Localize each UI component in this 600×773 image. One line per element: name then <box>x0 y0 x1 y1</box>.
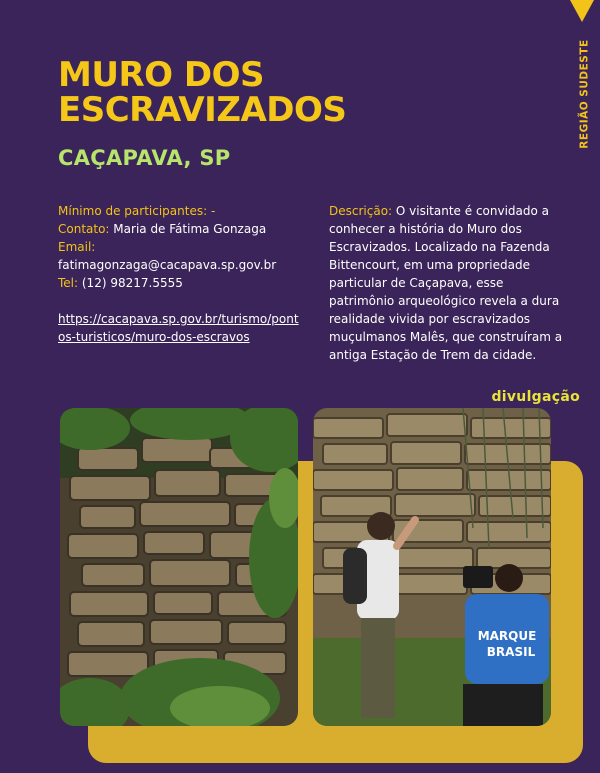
description-label: Descrição: <box>329 204 393 218</box>
min-participants-line <box>58 202 308 220</box>
contact-line <box>58 220 308 238</box>
photo-credit: divulgação <box>491 389 580 405</box>
tourism-link[interactable]: https://cacapava.sp.gov.br/turismo/pontos-turisticos/muro-dos-escravos <box>58 312 299 344</box>
email-label: Email: <box>58 240 96 254</box>
corner-triangle-icon <box>570 0 594 22</box>
page-subtitle: CAÇAPAVA, SP <box>58 146 231 170</box>
contact-value: Maria de Fátima Gonzaga <box>109 222 267 236</box>
phone-label: Tel: <box>58 276 79 290</box>
description-text: O visitante é convidado a conhecer a história do Muro dos Escravizados. Localizado na Fazenda Bittencourt, em uma propriedade particular de Caçapava, esse patrimônio arqueológico revela a dura realidade vivida por escravizados muçulmanos Malês, que construíram a antiga Estação de Trem da cidade. <box>329 204 563 362</box>
shirt-text-line2: BRASIL <box>486 645 536 659</box>
phone-value: (12) 98217.5555 <box>78 276 183 290</box>
stone-wall-image <box>60 408 298 726</box>
photo-stone-wall <box>60 408 298 726</box>
page-title: MURO DOS ESCRAVIZADOS <box>58 55 347 130</box>
contact-info <box>58 202 308 346</box>
phone-line <box>58 274 308 292</box>
contact-label: Contato: <box>58 222 110 236</box>
shirt-text-line1: MARQUE <box>477 629 537 643</box>
email-value[interactable]: fatimagonzaga@cacapava.sp.gov.br <box>58 258 277 272</box>
visitors-image <box>313 408 551 726</box>
min-participants-value: - <box>207 204 216 218</box>
description <box>329 202 569 364</box>
email-line <box>58 238 308 256</box>
photo-visitors <box>313 408 551 726</box>
min-participants-label: Mínimo de participantes: <box>58 204 208 218</box>
region-label: REGIÃO SUDESTE <box>579 39 591 149</box>
